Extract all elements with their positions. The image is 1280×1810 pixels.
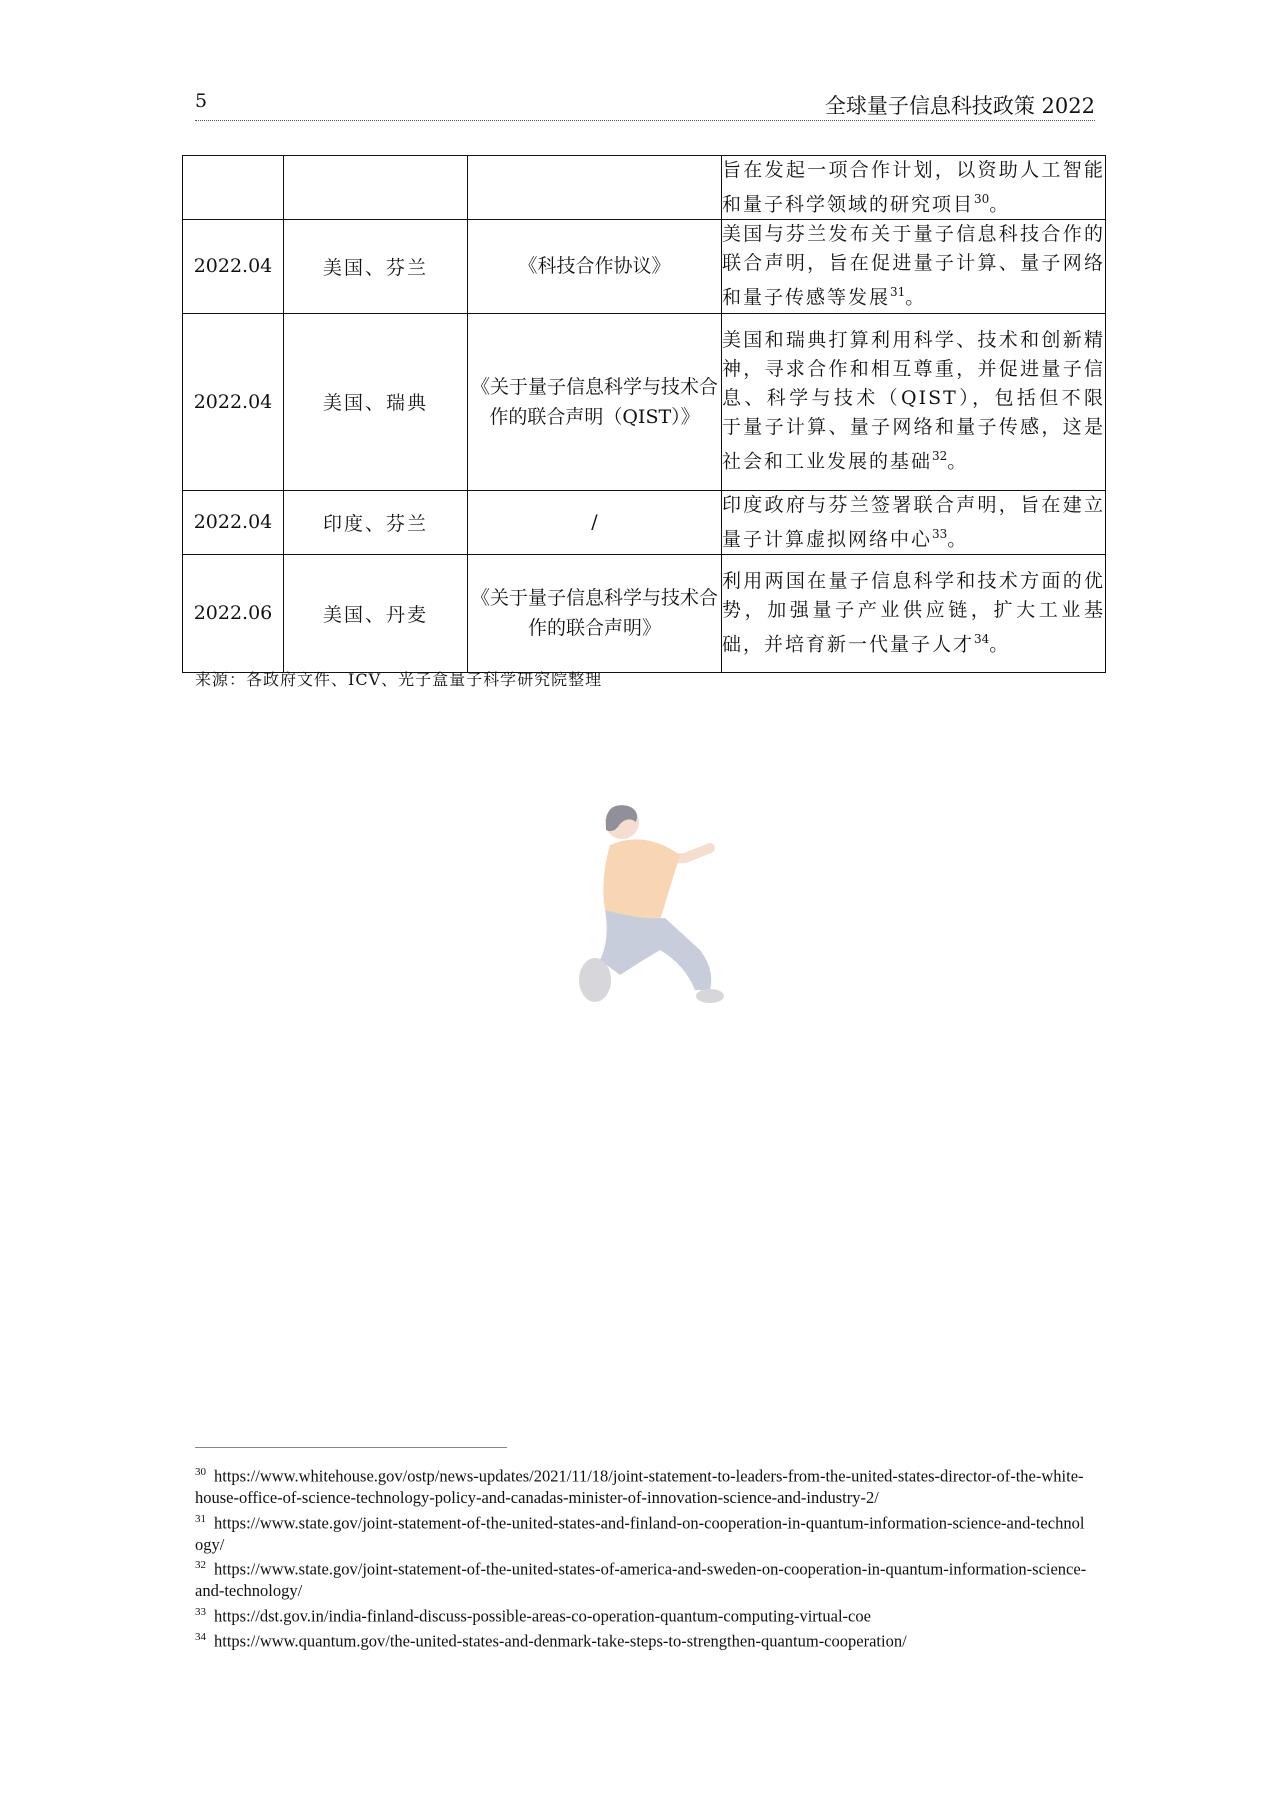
footnote-ref: 34 — [974, 632, 990, 647]
description-text: 美国和瑞典打算利用科学、技术和创新精神，寻求合作和相互尊重，并促进量子信息、科学与技术（QIST），包括但不限于量子计算、量子网络和量子传感，这是社会和工业发展的基础 — [722, 329, 1105, 473]
countries-cell — [284, 156, 468, 220]
footnote — [195, 1509, 1090, 1556]
footnote-url[interactable]: https://www.state.gov/joint-statement-of-the-united-states-and-finland-on-cooperation-in-quantum-information-science-and-technology/ — [195, 1513, 1085, 1554]
page-number: 5 — [195, 90, 208, 112]
description-end: 。 — [947, 527, 969, 550]
countries-cell: 印度、芬兰 — [284, 490, 468, 554]
footnote-url[interactable]: https://www.whitehouse.gov/ostp/news-updates/2021/11/18/joint-statement-to-leaders-from-the-united-states-director-of-the-white-house-office-of-science-technology-policy-and-canadas-minister-of-innovation-science-and-industry-2/ — [195, 1466, 1084, 1507]
description-text: 美国与芬兰发布关于量子信息科技合作的联合声明，旨在促进量子计算、量子网络和量子传感等发展 — [722, 223, 1105, 309]
footnote-number: 30 — [195, 1466, 206, 1478]
countries-cell: 美国、瑞典 — [284, 313, 468, 490]
description-text: 印度政府与芬兰签署联合声明，旨在建立量子计算虚拟网络中心 — [722, 493, 1105, 550]
document-cell: 《关于量子信息科学与技术合作的联合声明》 — [468, 554, 722, 672]
table-row — [183, 490, 1106, 554]
countries-cell: 美国、芬兰 — [284, 220, 468, 313]
description-end: 。 — [989, 193, 1011, 216]
description-cell — [722, 554, 1106, 672]
table-row — [183, 220, 1106, 313]
footnote-url[interactable]: https://dst.gov.in/india-finland-discuss-possible-areas-co-operation-quantum-computing-virtual-coe — [214, 1606, 871, 1625]
document-title: 全球量子信息科技政策 2022 — [824, 94, 1095, 118]
footnote-url[interactable]: https://www.state.gov/joint-statement-of-the-united-states-of-america-and-sweden-on-cooperation-in-quantum-information-science-and-technology/ — [195, 1559, 1087, 1600]
footnote-ref: 31 — [890, 285, 906, 300]
document-cell — [468, 156, 722, 220]
date-cell — [183, 156, 284, 220]
description-cell — [722, 220, 1106, 313]
description-text: 利用两国在量子信息科学和技术方面的优势，加强量子产业供应链，扩大工业基础，并培育新一代量子人才 — [722, 570, 1105, 656]
countries-cell: 美国、丹麦 — [284, 554, 468, 672]
document-cell: / — [468, 490, 722, 554]
footnote — [195, 1555, 1090, 1602]
footnote-number: 34 — [195, 1630, 206, 1643]
date-cell: 2022.04 — [183, 313, 284, 490]
policy-table — [182, 155, 1106, 673]
shoe-shape — [696, 989, 724, 1003]
page-header — [195, 88, 1095, 121]
footnote-divider — [195, 1447, 507, 1448]
description-text: 旨在发起一项合作计划，以资助人工智能和量子科学领域的研究项目 — [722, 159, 1105, 216]
footnote-url[interactable]: https://www.quantum.gov/the-united-states-and-denmark-take-steps-to-strengthen-quantum-cooperation/ — [214, 1631, 907, 1650]
footnotes — [195, 1462, 1090, 1652]
document-cell: 《科技合作协议》 — [468, 220, 722, 313]
shoe-shape — [579, 958, 611, 1002]
footnote-ref: 33 — [932, 526, 948, 541]
footnote — [195, 1602, 1090, 1627]
description-end: 。 — [905, 286, 927, 309]
source-note: 来源：各政府文件、ICV、光子盒量子科学研究院整理 — [195, 670, 603, 689]
shirt-shape — [603, 839, 680, 921]
footnote — [195, 1462, 1090, 1509]
footnote-number: 31 — [195, 1512, 206, 1525]
date-cell: 2022.04 — [183, 220, 284, 313]
description-cell — [722, 313, 1106, 490]
footnote-ref: 30 — [974, 192, 990, 206]
running-person-icon — [540, 800, 740, 1020]
footnote-ref: 32 — [932, 449, 948, 464]
footnote-number: 32 — [195, 1559, 206, 1571]
pants-shape — [600, 910, 711, 990]
document-cell: 《关于量子信息科学与技术合作的联合声明（QIST）》 — [468, 313, 722, 490]
date-cell: 2022.06 — [183, 554, 284, 672]
footnote-number: 33 — [195, 1605, 206, 1618]
footnote — [195, 1627, 1090, 1652]
running-person-illustration — [540, 800, 740, 1020]
description-end: 。 — [989, 633, 1011, 656]
table-row — [183, 156, 1106, 220]
table-row — [183, 313, 1106, 490]
description-cell — [722, 490, 1106, 554]
date-cell: 2022.04 — [183, 490, 284, 554]
description-end: 。 — [947, 450, 969, 473]
table-row — [183, 554, 1106, 672]
description-cell — [722, 156, 1106, 220]
